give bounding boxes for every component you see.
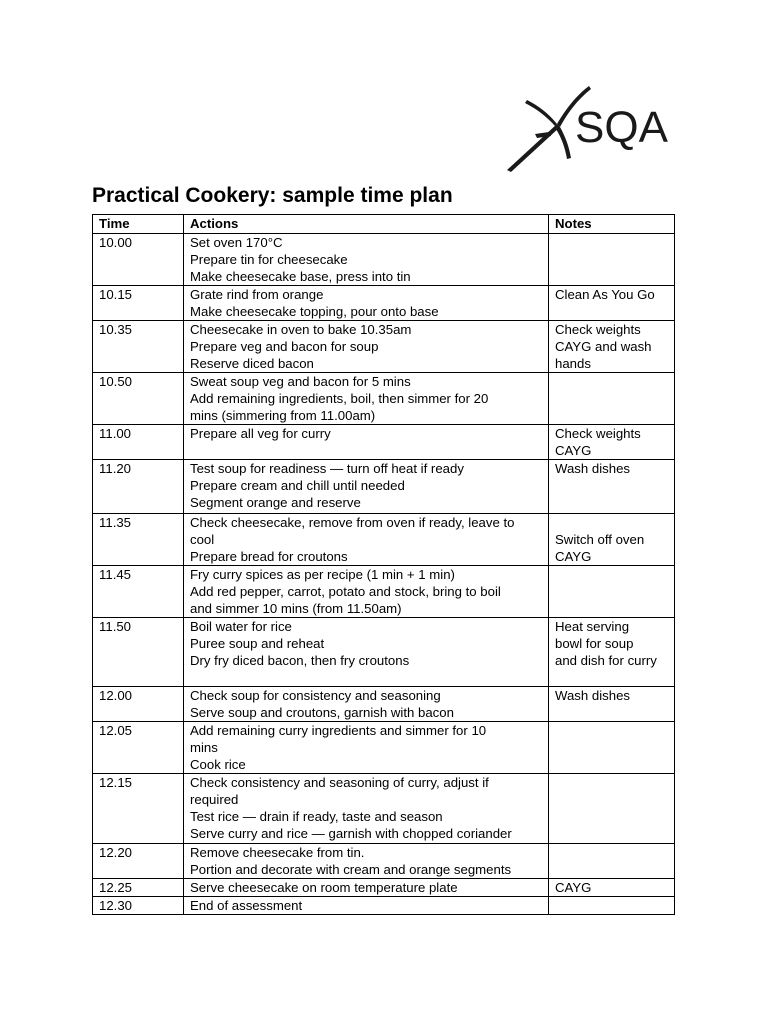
cell-notes bbox=[549, 774, 675, 844]
note-line: and dish for curry bbox=[555, 653, 657, 668]
cell-notes bbox=[549, 373, 675, 425]
header-notes: Notes bbox=[549, 215, 675, 234]
cell-time: 11.00 bbox=[93, 425, 184, 460]
cell-time: 12.30 bbox=[93, 897, 184, 915]
cell-notes bbox=[549, 321, 675, 373]
cell-actions bbox=[184, 844, 549, 879]
cell-notes bbox=[549, 618, 675, 687]
cell-actions bbox=[184, 879, 549, 897]
action-line: Serve cheesecake on room temperature plate bbox=[190, 880, 458, 895]
cell-actions bbox=[184, 566, 549, 618]
action-line: Remove cheesecake from tin. bbox=[190, 845, 365, 860]
note-line: Switch off oven bbox=[555, 532, 645, 547]
action-line: Dry fry diced bacon, then fry croutons bbox=[190, 653, 410, 668]
cell-actions bbox=[184, 321, 549, 373]
cell-notes bbox=[549, 234, 675, 286]
note-line: CAYG and wash bbox=[555, 339, 652, 354]
note-line: Check weights bbox=[555, 426, 641, 441]
note-line: Wash dishes bbox=[555, 461, 631, 476]
action-line: Reserve diced bacon bbox=[190, 356, 314, 371]
action-line: End of assessment bbox=[190, 898, 303, 913]
action-line: Segment orange and reserve bbox=[190, 495, 361, 510]
cell-time: 11.20 bbox=[93, 460, 184, 514]
note-line: CAYG bbox=[555, 443, 592, 458]
table-row bbox=[93, 722, 675, 774]
table-row bbox=[93, 774, 675, 844]
note-line: CAYG bbox=[555, 880, 592, 895]
table-row bbox=[93, 897, 675, 915]
cell-actions bbox=[184, 774, 549, 844]
action-line: Make cheesecake base, press into tin bbox=[190, 269, 411, 284]
cell-time: 10.15 bbox=[93, 286, 184, 321]
table-row bbox=[93, 234, 675, 286]
note-line: Wash dishes bbox=[555, 688, 631, 703]
table-header-row bbox=[93, 215, 675, 234]
cell-notes bbox=[549, 879, 675, 897]
action-line: Check consistency and seasoning of curry, adjust if bbox=[190, 775, 489, 790]
table-row bbox=[93, 373, 675, 425]
time-plan-table bbox=[92, 214, 675, 915]
header-time: Time bbox=[93, 215, 184, 234]
table-row bbox=[93, 566, 675, 618]
sqa-logo bbox=[505, 84, 681, 174]
table-row bbox=[93, 460, 675, 514]
action-line: required bbox=[190, 792, 239, 807]
action-line: Test rice — drain if ready, taste and season bbox=[190, 809, 443, 824]
cell-actions bbox=[184, 897, 549, 915]
action-line: Test soup for readiness — turn off heat if ready bbox=[190, 461, 464, 476]
cell-notes bbox=[549, 566, 675, 618]
action-line: Serve soup and croutons, garnish with bacon bbox=[190, 705, 454, 720]
action-line: Sweat soup veg and bacon for 5 mins bbox=[190, 374, 411, 389]
cell-actions bbox=[184, 618, 549, 687]
table-row bbox=[93, 879, 675, 897]
action-line: cool bbox=[190, 532, 215, 547]
cell-time: 11.45 bbox=[93, 566, 184, 618]
action-line: Serve curry and rice — garnish with chopped coriander bbox=[190, 826, 512, 841]
cell-notes bbox=[549, 286, 675, 321]
note-line: bowl for soup bbox=[555, 636, 634, 651]
table-row bbox=[93, 321, 675, 373]
svg-text:SQA: SQA bbox=[575, 103, 668, 152]
note-line: CAYG bbox=[555, 549, 592, 564]
action-line: Grate rind from orange bbox=[190, 287, 324, 302]
table-row bbox=[93, 514, 675, 566]
note-line bbox=[555, 514, 670, 531]
table-row bbox=[93, 425, 675, 460]
note-line: hands bbox=[555, 356, 591, 371]
note-line: Check weights bbox=[555, 322, 641, 337]
action-line: Cook rice bbox=[190, 757, 246, 772]
action-line: Check cheesecake, remove from oven if ready, leave to bbox=[190, 515, 515, 530]
cell-notes bbox=[549, 844, 675, 879]
action-line: Fry curry spices as per recipe (1 min + 1 min) bbox=[190, 567, 455, 582]
action-line: Prepare cream and chill until needed bbox=[190, 478, 405, 493]
table-row bbox=[93, 687, 675, 722]
cell-time: 12.15 bbox=[93, 774, 184, 844]
action-line: Boil water for rice bbox=[190, 619, 292, 634]
cell-actions bbox=[184, 425, 549, 460]
cell-time: 12.00 bbox=[93, 687, 184, 722]
cell-notes bbox=[549, 460, 675, 514]
cell-time: 11.35 bbox=[93, 514, 184, 566]
action-line: Prepare bread for croutons bbox=[190, 549, 348, 564]
page-title: Practical Cookery: sample time plan bbox=[92, 184, 453, 207]
cell-actions bbox=[184, 234, 549, 286]
action-line: Check soup for consistency and seasoning bbox=[190, 688, 441, 703]
cell-time: 10.35 bbox=[93, 321, 184, 373]
cell-time: 10.00 bbox=[93, 234, 184, 286]
action-line: and simmer 10 mins (from 11.50am) bbox=[190, 601, 402, 616]
cell-time: 12.25 bbox=[93, 879, 184, 897]
cell-notes bbox=[549, 897, 675, 915]
action-line: Set oven 170°C bbox=[190, 235, 283, 250]
table-row bbox=[93, 844, 675, 879]
action-line: Add remaining curry ingredients and simmer for 10 bbox=[190, 723, 487, 738]
cell-time: 11.50 bbox=[93, 618, 184, 687]
note-line: Heat serving bbox=[555, 619, 630, 634]
action-line: Prepare all veg for curry bbox=[190, 426, 331, 441]
table-row bbox=[93, 618, 675, 687]
action-line: Puree soup and reheat bbox=[190, 636, 325, 651]
action-line: mins bbox=[190, 740, 218, 755]
cell-actions bbox=[184, 687, 549, 722]
cell-time: 10.50 bbox=[93, 373, 184, 425]
cell-notes bbox=[549, 514, 675, 566]
note-line: Clean As You Go bbox=[555, 287, 655, 302]
action-line: Cheesecake in oven to bake 10.35am bbox=[190, 322, 412, 337]
cell-time: 12.05 bbox=[93, 722, 184, 774]
cell-actions bbox=[184, 514, 549, 566]
table-body bbox=[93, 234, 675, 915]
cell-time: 12.20 bbox=[93, 844, 184, 879]
action-line: Prepare tin for cheesecake bbox=[190, 252, 348, 267]
cell-actions bbox=[184, 373, 549, 425]
cell-notes bbox=[549, 722, 675, 774]
action-line: Portion and decorate with cream and orange segments bbox=[190, 862, 512, 877]
header-actions: Actions bbox=[184, 215, 549, 234]
cell-actions bbox=[184, 460, 549, 514]
cell-actions bbox=[184, 722, 549, 774]
action-line: Add remaining ingredients, boil, then simmer for 20 bbox=[190, 391, 489, 406]
cell-notes bbox=[549, 687, 675, 722]
cell-notes bbox=[549, 425, 675, 460]
action-line: mins (simmering from 11.00am) bbox=[190, 408, 376, 423]
action-line: Prepare veg and bacon for soup bbox=[190, 339, 379, 354]
action-line: Add red pepper, carrot, potato and stock, bring to boil bbox=[190, 584, 501, 599]
action-line: Make cheesecake topping, pour onto base bbox=[190, 304, 439, 319]
cell-actions bbox=[184, 286, 549, 321]
sqa-logo-graphic bbox=[505, 84, 681, 174]
table-row bbox=[93, 286, 675, 321]
